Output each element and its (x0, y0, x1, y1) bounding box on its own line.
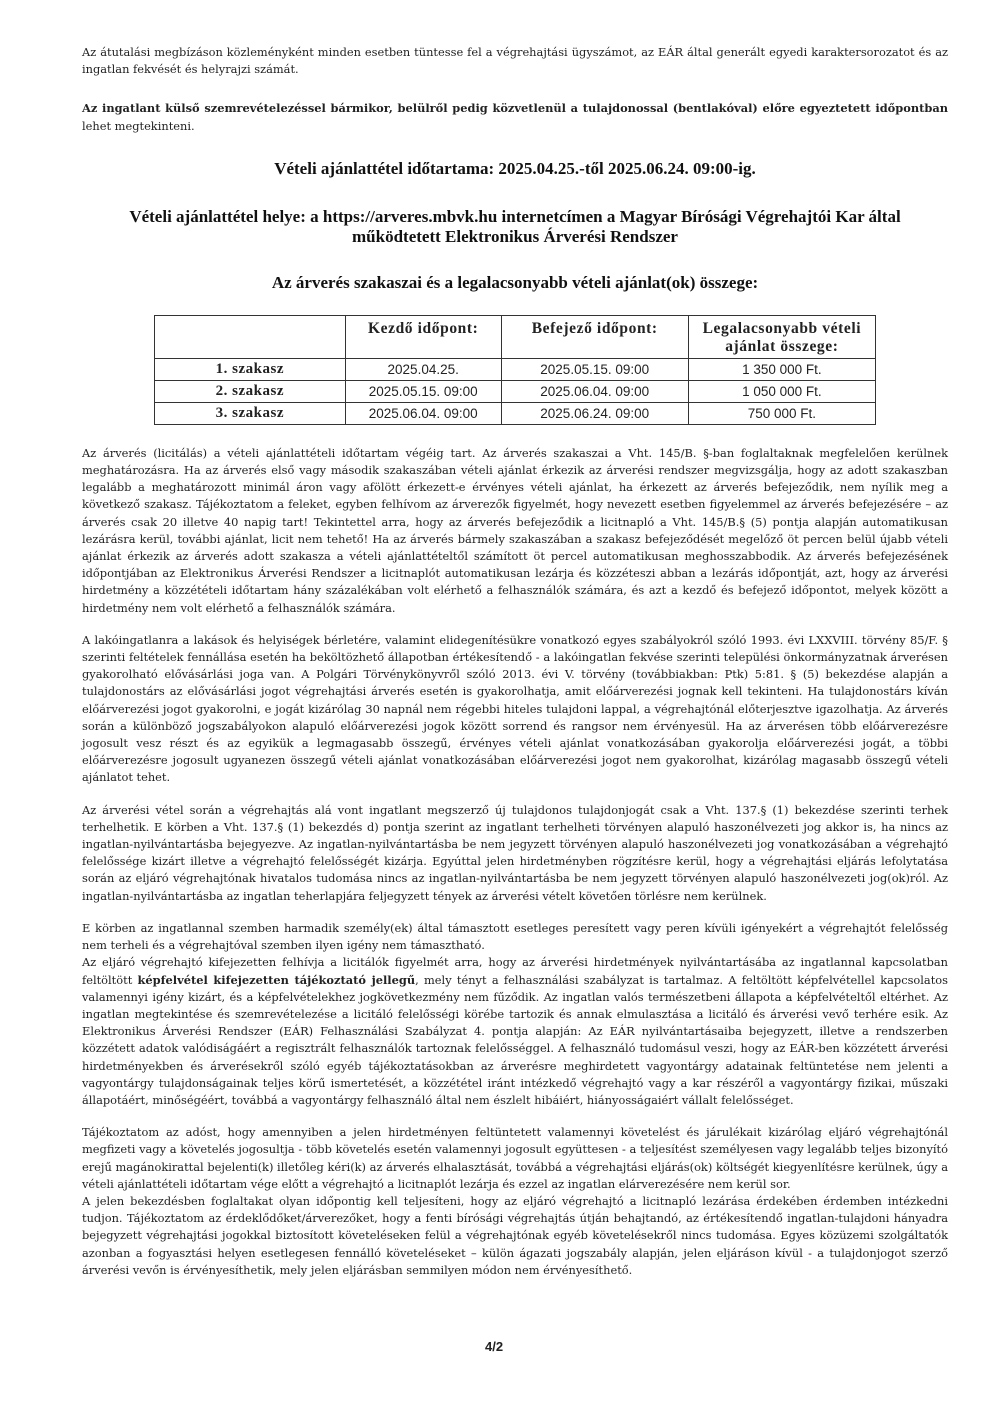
photo-disclaimer-paragraph (82, 954, 948, 1109)
phase-end: 2025.05.15. 09:00 (501, 358, 688, 380)
table-header-empty (155, 315, 346, 358)
phase-min-offer: 1 350 000 Ft. (688, 358, 875, 380)
photo-disclaimer-text-1: Az eljáró végrehajtó kifejezetten felhívja a licitálók figyelmét arra, hogy az árverési hirdetmények nyilvántartásába az ingatlannal kapcsolatban feltöltött (82, 955, 948, 987)
table-header-min-offer: Legalacsonyabb vételi ajánlat összege: (688, 315, 875, 358)
phase-min-offer: 750 000 Ft. (688, 402, 875, 424)
phase-end: 2025.06.04. 09:00 (501, 380, 688, 402)
photo-disclaimer-bold: képfelvétel kifejezetten tájékoztató jellegű (137, 972, 416, 987)
debtor-notice-paragraph: Tájékoztatom az adóst, hogy amennyiben a jelen hirdetményen feltüntetett valamennyi követelést és járulékait kizárólag eljáró végrehajtónál megfizeti vagy a követelés jogosultja - több követelés esetén valamennyi jogosult együttesen - a teljesítést személyesen vagy legalább teljes bizonyító erejű magánokirattal bejelenti(k) illetőleg kéri(k) az árverés elhalasztását, továbbá a végrehajtási eljárás(ok) költségét kiegyenlítésre kerülnek, úgy a vételi ajánlattételi időtartam vége előtt a végrehajtó a licitnaplót lezárja és ezzel az ingatlan elárverezésére nem kerül sor. (82, 1125, 948, 1191)
page-number: 4/2 (485, 1339, 504, 1354)
phase-label: 2. szakasz (155, 380, 346, 402)
inspection-bold-text: Az ingatlant külső szemrevételezéssel bármikor, belülről pedig közvetlenül a tulajdonossal (bentlakóval) előre egyeztetett időpontban (82, 101, 948, 116)
third-party-claims-paragraph: E körben az ingatlannal szemben harmadik személy(ek) által támasztott esetleges peresített vagy peren kívüli igényekért a végrehajtót felelősség nem terheli és a végrehajtóval szemben ilyen igény nem támasztható. (82, 920, 948, 953)
phases-heading: Az árverés szakaszai és a legalacsonyabb vételi ajánlat(ok) összege: (271, 272, 759, 292)
table-header-start: Kezdő időpont: (345, 315, 501, 358)
phase-min-offer: 1 050 000 Ft. (688, 380, 875, 402)
transfer-note-paragraph: Az átutalási megbízáson közleményként minden esetben tüntesse fel a végrehajtási ügyszámot, az EÁR által generált egyedi karaktersorozatot és az ingatlan fekvését és helyrajzi számát. (82, 45, 948, 77)
table-row (155, 402, 876, 424)
auction-duration-paragraph: Az árverés (licitálás) a vételi ajánlattételi időtartam végéig tart. Az árverés szakaszai a Vht. 145/B. §-ban foglaltaknak megfelelően kerülnek meghatározásra. Ha az árverés első vagy második szakaszában vételi ajánlat érkezik az árverési rendszer megvizsgálja, hogy az adott szakaszban legalább a meghatározott minimál áron vagy afölött érkezett-e érvényes vételi ajánlat, ha érkezett az árverés befejeződik, nem nyílik meg a következő szakasz. Tájékoztatom a feleket, egyben felhívom az árverezők figyelmét, hogy nevezett esetben figyelemmel az árverés befejezésére – az árverés csak 20 illetve 40 napig tart! Tekintettel arra, hogy az árverés befejeződik a licitnapló a Vht. 145/B.§ (5) pontja alapján automatikusan lezárásra kerül, további ajánlat, licit nem tehető! Ha az árverés bármely szakaszában a szakasz befejeződését megelőző öt percen belül újabb vételi ajánlat érkezik az árverés adott szakasza a vételi ajánlattételtől számított öt percel automatikusan meghosszabbodik. Az árverés befejezésének időpontjában az Elektronikus Árverési Rendszer a licitnaplót automatikusan lezárja és közzéteszi abban a lezárás időpontját, azt, hogy az árverési hirdetmény a közzétételi időtartam hány százalékában volt elérhető a felhasználók számára, és azt a kezdő és befejező időpontot, melyek között a hirdetmény nem volt elérhető a felhasználók számára. (82, 445, 948, 615)
table-row (155, 380, 876, 402)
table-header-row (155, 315, 876, 358)
phase-start: 2025.05.15. 09:00 (345, 380, 501, 402)
auction-phases-table (154, 315, 876, 425)
photo-disclaimer-text-2: , mely tényt a felhasználási szabályzat is tartalmaz. A feltöltött képfelvétellel kapcsolatos valamennyi igény kizárt, és a képfelvételekhez jogkövetkezmény nem fűződik. Az ingatlan valós természetbeni állapota a képfelvételtől eltérhet. Az ingatlan megtekintése és szemrevételezése a licitáló felelősségi körébe tartozik és annak elmulasztása a licitáló és árverési vevő terhére esik. Az Elektronikus Árverési Rendszer (EÁR) Felhasználási Szabályzat 4. pontja alapján: Az EÁR nyilvántartásaiba bejegyzett, illetve a rendszerben közzétett adatok valódiságáért a regisztrált felhasználók tartoznak felelősséggel. A felhasználó tudomásul veszi, hogy az EÁR-ben közzétett árverési hirdetményekben és árverésekről szóló egyéb tájékoztatásokban az árverésre meghirdetett vagyontárgy adatainak feltüntetése nem jelenti a vagyontárgy tulajdonságainak teljes körű ismertetését, a közzététel iránt intézkedő végrehajtó vagy a kar részéről a vagyontárgy fizikai, műszaki állapotáért, minőségéért, továbbá a vagyontárgy felhasználó által nem észlelt hibáiért, hiányosságaiért vállalt felelősséget. (82, 972, 948, 1107)
offer-place-heading: Vételi ajánlattétel helye: a https://arveres.mbvk.hu internetcímen a Magyar Bírósági Végrehajtói Kar által működtetett Elektronikus Árverési Rendszer (129, 206, 901, 246)
phase-start: 2025.06.04. 09:00 (345, 402, 501, 424)
table-row (155, 358, 876, 380)
inspection-rest-text: lehet megtekinteni. (82, 118, 195, 133)
closing-notice-paragraph: A jelen bekezdésben foglaltakat olyan időpontig kell teljesíteni, hogy az eljáró végrehajtó a licitnapló lezárása érdekében érdemben intézkedni tudjon. Tájékoztatom az érdeklődőket/árverezőket, hogy a fenti bírósági végrehajtás útján behajtandó, az értékesítendő ingatlan-tulajdoni hányadra bejegyzett végrehajtási jogokkal biztosított követeléseken felül a végrehajtónak egyéb követelésekről nincs tudomása. Egyes közüzemi szolgáltatók azonban a fogyasztási helyen esetlegesen fennálló követeléseket – külön ágazati jogszabály alapján, jelen eljáráson kívül - a tulajdonjogot szerző árverési vevőn is érvényesíthetik, mely jelen eljárásban semmilyen módon nem érvényesíthető. (82, 1193, 948, 1277)
encumbrance-paragraph: Az árverési vétel során a végrehajtás alá vont ingatlant megszerző új tulajdonos tulajdonjogát csak a Vht. 137.§ (1) bekezdése szerinti terhek terhelhetik. E körben a Vht. 137.§ (1) bekezdés d) pontja szerint az ingatlant terhelheti törvényen alapuló haszonélvezeti jog akkor is, ha nincs az ingatlan-nyilvántartásba bejegyezve. Az ingatlan-nyilvántartásba be nem jegyzett törvényen alapuló haszonélvezeti jog vonatkozásában a végrehajtó felelőssége kizárt illetve a végrehajtó felelősségét kizárja. Egyúttal jelen hirdetményben rögzítésre kerül, hogy a végrehajtási eljárás lefolytatása során az eljáró végrehajtónak hivatalos tudomása nincs az ingatlan-nyilvántartásba be nem jegyzett törvényen alapuló haszonélvezeti jog(ok)ról. Az ingatlan-nyilvántartásba az ingatlan teherlapjára feljegyzett tények az árverési vételt követően törlésre nem kerülnek. (82, 802, 948, 903)
preemption-paragraph: A lakóingatlanra a lakások és helyiségek bérletére, valamint elidegenítésükre vonatkozó egyes szabályokról szóló 1993. évi LXXVIII. törvény 85/F. § szerinti feltételek fennállása esetén ha beköltözhető állapotban értékesítendő - a lakóingatlan fekvése szerinti települési önkormányzatnak árverésen gyakorolható elővásárlási joga van. A Polgári Törvénykönyvről szóló 2013. évi V. törvény (továbbiakban: Ptk) 5:81. § (5) bekezdése alapján a tulajdonostárs az elővásárlási jogot végrehajtási árverés esetén is gyakorolhatja, amit előárverezési jognak kell tekinteni. Ha tulajdonostárs kíván előárverezési jogot gyakorolni, e jogát kizárólag 30 napnál nem régebbi hiteles tulajdoni lappal, a végrehajtónál előterjesztve igazolhatja. Az árverés során a különböző jogszabályokon alapuló előárverezési jogok között sorrend és rangsor nem érvényesül. Ha az árverésen több előárverezésre jogosult vesz részt és az egyikük a legmagasabb összegű, érvényes vételi ajánlat vonatkozásában gyakorolja előárverezési jogát, a többi előárverezésre jogosult ugyanezen összegű vételi ajánlat vonatkozásában előárverezési jogot nem gyakorolhat, kizárólag magasabb összegű vételi ajánlatot tehet. (82, 632, 948, 785)
table-header-end: Befejező időpont: (501, 315, 688, 358)
phase-label: 3. szakasz (155, 402, 346, 424)
phase-label: 1. szakasz (155, 358, 346, 380)
inspection-paragraph (82, 100, 948, 134)
offer-period-heading: Vételi ajánlattétel időtartama: 2025.04.25.-től 2025.06.24. 09:00-ig. (274, 158, 756, 178)
phase-start: 2025.04.25. (345, 358, 501, 380)
phase-end: 2025.06.24. 09:00 (501, 402, 688, 424)
